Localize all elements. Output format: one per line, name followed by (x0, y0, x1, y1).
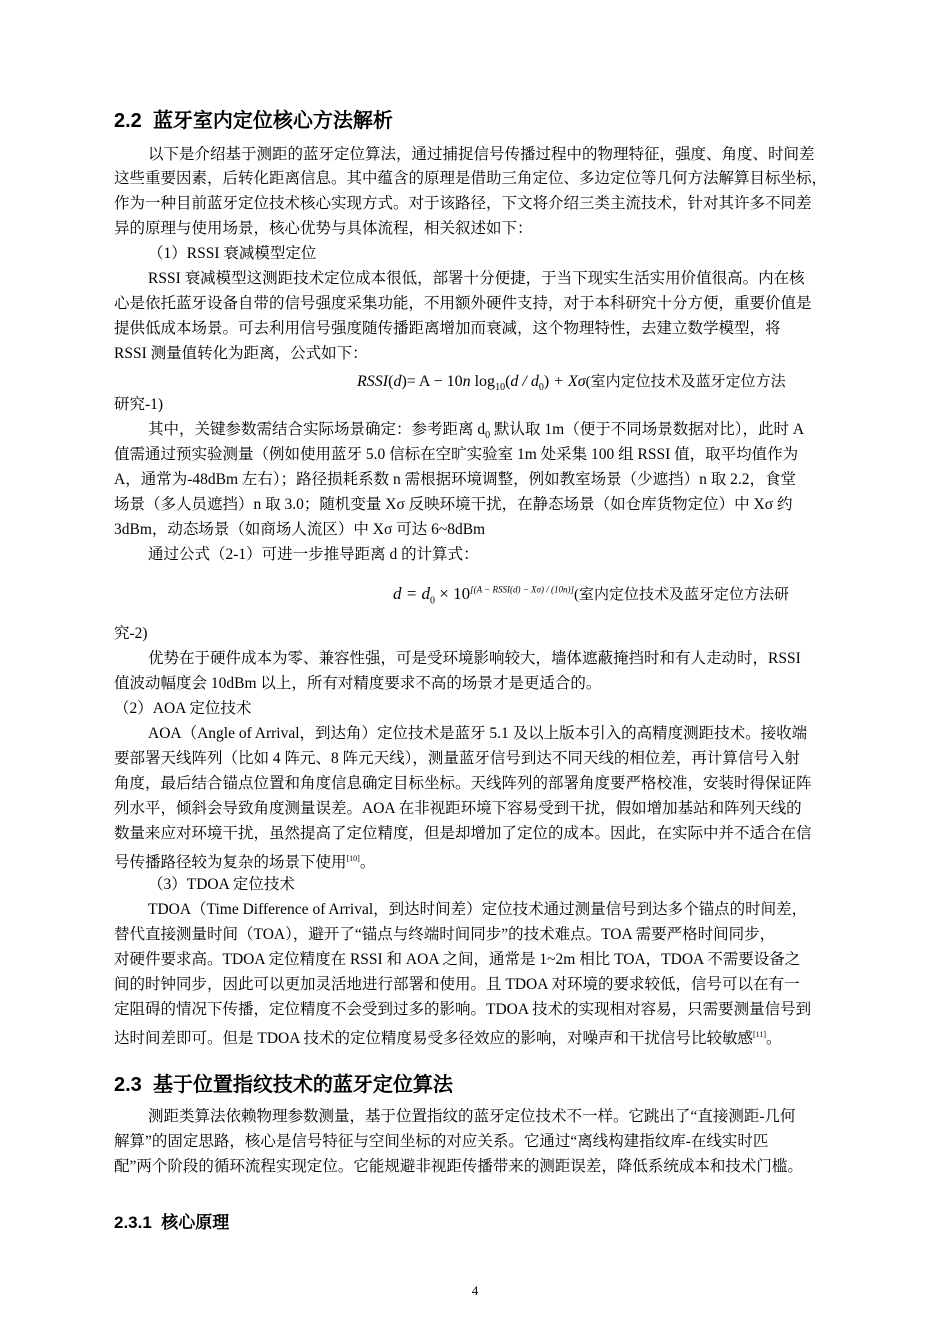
paragraph-line: 定阻碍的情况下传播，定位精度不会受到过多的影响。TDOA 技术的实现相对容易，只需要测量信号到 (114, 1001, 812, 1018)
paragraph-line: 数量来应对环境干扰，虽然提高了定位精度，但是却增加了定位的成本。因此，在实际中并不适合在信 (114, 825, 812, 842)
paragraph-line: 对硬件要求高。TDOA 定位精度在 RSSI 和 AOA 之间，通常是 1~2m 相比 TOA，TDOA 不需要设备之 (114, 951, 801, 968)
paragraph-line: 值需通过预实验测量（例如使用蓝牙 5.0 信标在空旷实验室 1m 处采集 100 组 RSSI 值，取平均值作为 (114, 446, 799, 463)
paragraph-line: 3dBm，动态场景（如商场人流区）中 Xσ 可达 6~8dBm (114, 521, 486, 538)
section-number: 2.3 (114, 1074, 142, 1096)
formula-caption: (室内定位技术及蓝牙定位方法 (585, 374, 786, 390)
section-heading-2-3-1 (114, 1208, 229, 1233)
paragraph-line: RSSI 衰减模型这测距技术定位成本很低，部署十分便捷，于当下现实生活实用价值很高。内在核 (148, 270, 805, 287)
paragraph-line: 通过公式（2-1）可进一步推导距离 d 的计算式： (148, 546, 479, 563)
paragraph-line: 以下是介绍基于测距的蓝牙定位算法，通过捕捉信号传播过程中的物理特征，强度、角度、时间差 (148, 146, 815, 163)
paragraph-line: 替代直接测量时间（TOA），避开了“锚点与终端时间同步”的技术难点。TOA 需要严格时间同步， (114, 926, 776, 943)
paragraph-line: 角度，最后结合锚点位置和角度信息确定目标坐标。天线阵列的部署角度要严格校准，安装时得保证阵 (114, 775, 812, 792)
paragraph-line: 号传播路径较为复杂的场景下使用[10]。 (114, 854, 376, 872)
section-heading-2-2 (114, 104, 393, 133)
paragraph-line: 优势在于硬件成本为零、兼容性强，可是受环境影响较大，墙体遮蔽掩挡时和有人走动时，RSSI (148, 650, 801, 667)
section-title: 核心原理 (161, 1213, 230, 1232)
formula-caption: (室内定位技术及蓝牙定位方法研 (573, 587, 789, 603)
paragraph-line: 配”两个阶段的循环流程实现定位。它能规避非视距传播带来的测距误差，降低系统成本和技术门槛。 (114, 1158, 803, 1175)
formula-rssi: RSSI(d)= A − 10n $\log_{10}(d / d_0) + X\sigma$(室内定位技术及蓝牙定位方法 (357, 373, 786, 394)
paragraph-line: 测距类算法依赖物理参数测量，基于位置指纹的蓝牙定位技术不一样。它跳出了“直接测距-几何 (148, 1108, 796, 1125)
section-heading-2-3 (114, 1068, 453, 1097)
page-number: 4 (471, 1283, 479, 1298)
paragraph-line: 场景（多人员遮挡）n 取 3.0；随机变量 Xσ 反映环境干扰，在静态场景（如仓库货物定位）中 Xσ 约 (114, 496, 793, 513)
paragraph-line: 其中，关键参数需结合实际场景确定：参考距离 $d_0$ 默认取 1m（便于不同场景数据对比），此时 A (148, 421, 805, 442)
paragraph-line: AOA（Angle of Arrival，到达角）定位技术是蓝牙 5.1 及以上版本引入的高精度测距技术。接收端 (148, 725, 808, 742)
paragraph-line: 达时间差即可。但是 TDOA 技术的定位精度易受多径效应的影响，对噪声和干扰信号比较敏感[11]。 (114, 1030, 782, 1048)
citation-ref: [11] (752, 1030, 766, 1039)
formula-caption-continued: 究-2) (114, 625, 148, 642)
section-number: 2.3.1 (114, 1213, 152, 1232)
formula-caption-continued: 研究-1) (114, 396, 164, 413)
paragraph-line: 提供低成本场景。可去利用信号强度随传播距离增加而衰减，这个物理特性，去建立数学模型，将 (114, 320, 781, 337)
paragraph-line: 列水平，倾斜会导致角度测量误差。AOA 在非视距环境下容易受到干扰，假如增加基站和阵列天线的 (114, 800, 802, 817)
paragraph-line: TDOA（Time Difference of Arrival，到达时间差）定位技术通过测量信号到达多个锚点的时间差， (148, 901, 808, 918)
paragraph-line: 这些重要因素，后转化距离信息。其中蕴含的原理是借助三角定位、多边定位等几何方法解算目标坐标， (114, 170, 828, 187)
paragraph-line: 要部署天线阵列（比如 4 阵元、8 阵元天线），测量蓝牙信号到达不同天线的相位差，再计算信号入射 (114, 750, 800, 767)
paragraph-line: 作为一种目前蓝牙定位技术核心实现方式。对于该路径，下文将介绍三类主流技术，针对其许多不同差 (114, 195, 812, 212)
paragraph-line: RSSI 测量值转化为距离，公式如下： (114, 345, 368, 362)
paragraph-line: 值波动幅度会 10dBm 以上，所有对精度要求不高的场景才是更适合的。 (114, 675, 602, 692)
subsection-heading-aoa: （2）AOA 定位技术 (114, 700, 252, 717)
citation-ref: [10] (346, 854, 360, 863)
paragraph-line: 解算”的固定思路，核心是信号特征与空间坐标的对应关系。它通过“离线构建指纹库-在线实时匹 (114, 1133, 769, 1150)
section-number: 2.2 (114, 110, 142, 132)
paragraph-line: A，通常为-48dBm 左右）；路径损耗系数 n 需根据环境调整，例如教室场景（少遮挡）n 取 2.2，食堂 (114, 471, 797, 488)
section-title: 蓝牙室内定位核心方法解析 (152, 110, 393, 132)
subsection-heading-tdoa: （3）TDOA 定位技术 (148, 876, 295, 893)
paragraph-line: 间的时钟同步，因此可以更加灵活地进行部署和使用。且 TDOA 对环境的要求较低，信号可以在有一 (114, 976, 800, 993)
section-title: 基于位置指纹技术的蓝牙定位算法 (152, 1074, 453, 1096)
paragraph-line: 心是依托蓝牙设备自带的信号强度采集功能，不用额外硬件支持，对于本科研究十分方便，重要价值是 (114, 295, 812, 312)
paragraph-line: 异的原理与使用场景，核心优势与具体流程，相关叙述如下： (114, 220, 533, 237)
subsection-heading-rssi: （1）RSSI 衰减模型定位 (148, 245, 317, 262)
formula-distance: $d = d_0 \times 10[(A - RSSI(d) - X\sigma) / (10n)]$(室内定位技术及蓝牙定位方法研 (393, 584, 789, 607)
